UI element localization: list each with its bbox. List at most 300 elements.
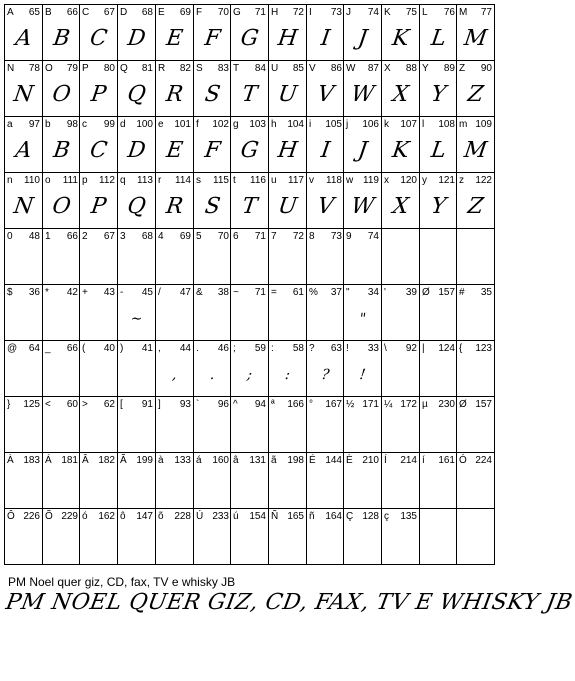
glyph-code: 40 [103, 343, 115, 354]
glyph-character: Í [384, 455, 387, 466]
glyph-character: 8 [309, 231, 315, 242]
glyph-preview [77, 413, 119, 449]
glyph-preview [40, 301, 82, 337]
glyph-preview [40, 413, 82, 449]
glyph-cell [79, 172, 117, 228]
glyph-code: 230 [438, 399, 455, 410]
glyph-cell [230, 284, 268, 340]
glyph-preview [2, 525, 44, 561]
glyph-cell [117, 116, 155, 172]
glyph-code: 71 [254, 287, 266, 298]
glyph-code: 74 [367, 7, 379, 18]
glyph-preview: W [349, 82, 376, 107]
glyph-code: 75 [405, 7, 417, 18]
glyph-code: 81 [141, 63, 153, 74]
glyph-cell [42, 228, 80, 284]
glyph-preview: O [50, 82, 73, 107]
glyph-cell [456, 60, 495, 116]
glyph-code: 103 [249, 119, 266, 130]
glyph-cell [4, 60, 42, 116]
glyph-cell [230, 228, 268, 284]
glyph-code: 48 [28, 231, 40, 242]
glyph-preview [379, 525, 421, 561]
glyph-label [120, 343, 153, 355]
glyph-code: 214 [400, 455, 417, 466]
glyph-label [120, 7, 153, 19]
glyph-label [158, 343, 191, 355]
glyph-preview [2, 245, 44, 281]
glyph-cell [306, 396, 344, 452]
glyph-code: 100 [136, 119, 153, 130]
glyph-preview [77, 469, 119, 505]
glyph-label [7, 119, 40, 131]
glyph-label [196, 175, 229, 187]
glyph-preview: K [390, 138, 411, 163]
glyph-label [7, 231, 40, 243]
glyph-code: 64 [28, 343, 40, 354]
glyph-code: 157 [438, 287, 455, 298]
glyph-preview [341, 525, 383, 561]
glyph-code: 226 [23, 511, 40, 522]
glyph-label [196, 343, 229, 355]
glyph-label [309, 511, 342, 523]
glyph-cell [419, 228, 457, 284]
glyph-label [422, 343, 455, 355]
glyph-label [309, 287, 342, 299]
glyph-label [82, 287, 115, 299]
glyph-label [158, 63, 191, 75]
glyph-label [7, 175, 40, 187]
glyph-preview: H [276, 138, 299, 163]
glyph-label [120, 455, 153, 467]
glyph-code: 135 [400, 511, 417, 522]
glyph-code: 66 [66, 7, 78, 18]
glyph-code: 35 [480, 287, 492, 298]
glyph-character: v [309, 175, 314, 186]
glyph-cell [381, 4, 419, 60]
glyph-label [233, 399, 266, 411]
glyph-preview [228, 301, 270, 337]
glyph-character: ; [233, 343, 236, 354]
glyph-code: 91 [141, 399, 153, 410]
glyph-label [45, 511, 78, 523]
glyph-preview: F [203, 138, 222, 163]
glyph-cell [42, 508, 80, 565]
glyph-code: 124 [438, 343, 455, 354]
glyph-character: Ñ [271, 511, 279, 522]
glyph-cell [193, 116, 231, 172]
glyph-label [384, 455, 417, 467]
glyph-preview [266, 525, 308, 561]
glyph-label [82, 511, 115, 523]
sample-rendered-text: PM NOEL QUER GIZ, CD, FAX, TV E WHISKY JB [3, 590, 575, 615]
glyph-preview: C [88, 138, 109, 163]
glyph-preview: T [240, 82, 259, 107]
glyph-cell [117, 508, 155, 565]
glyph-cell [268, 4, 306, 60]
glyph-preview: N [12, 194, 35, 219]
glyph-preview: D [125, 26, 148, 51]
glyph-preview: E [164, 138, 185, 163]
glyph-character: " [346, 287, 350, 298]
glyph-label [422, 231, 455, 243]
glyph-preview [191, 245, 233, 281]
glyph-character: . [196, 343, 199, 354]
glyph-label [271, 511, 304, 523]
glyph-code: 109 [475, 119, 492, 130]
glyph-cell [456, 172, 495, 228]
glyph-code: 118 [326, 175, 342, 186]
glyph-preview: : [284, 367, 291, 383]
glyph-code: 94 [254, 399, 266, 410]
glyph-preview [417, 413, 459, 449]
glyph-code: 82 [179, 63, 191, 74]
glyph-cell [268, 340, 306, 396]
glyph-code: 114 [175, 175, 191, 186]
glyph-preview [228, 413, 270, 449]
glyph-preview: V [315, 194, 336, 219]
glyph-cell [456, 228, 495, 284]
glyph-cell [155, 4, 193, 60]
glyph-cell [155, 340, 193, 396]
glyph-label [45, 455, 78, 467]
glyph-preview: Y [429, 194, 448, 219]
glyph-label [7, 343, 40, 355]
glyph-label [45, 231, 78, 243]
glyph-preview [77, 525, 119, 561]
glyph-cell [230, 4, 268, 60]
glyph-label [459, 175, 492, 187]
glyph-cell [4, 4, 42, 60]
glyph-character: : [271, 343, 274, 354]
glyph-character: ° [309, 399, 313, 410]
glyph-character: N [7, 63, 15, 74]
glyph-preview [153, 301, 195, 337]
glyph-cell [343, 116, 381, 172]
glyph-label [196, 231, 229, 243]
glyph-cell [381, 452, 419, 508]
glyph-preview [153, 469, 195, 505]
glyph-code: 147 [136, 511, 153, 522]
glyph-preview: O [50, 194, 73, 219]
glyph-preview: I [319, 138, 332, 163]
glyph-character: 2 [82, 231, 88, 242]
glyph-cell [230, 340, 268, 396]
glyph-label [7, 511, 40, 523]
glyph-code: 123 [475, 343, 492, 354]
glyph-preview: M [462, 26, 489, 51]
glyph-preview [454, 469, 496, 505]
glyph-code: 62 [103, 399, 115, 410]
glyph-cell [42, 116, 80, 172]
glyph-code: 45 [141, 287, 153, 298]
glyph-label [309, 175, 342, 187]
glyph-cell [117, 340, 155, 396]
glyph-code: 199 [136, 455, 153, 466]
glyph-label [233, 287, 266, 299]
glyph-cell [306, 508, 344, 565]
glyph-character: ó [82, 511, 88, 522]
glyph-preview: E [164, 26, 185, 51]
glyph-cell [343, 508, 381, 565]
glyph-code: 160 [212, 455, 229, 466]
glyph-preview [191, 413, 233, 449]
glyph-code: 74 [367, 231, 379, 242]
glyph-preview: , [171, 367, 178, 383]
glyph-cell [343, 396, 381, 452]
glyph-code: 108 [438, 119, 455, 130]
glyph-cell [42, 4, 80, 60]
glyph-code: 133 [174, 455, 191, 466]
glyph-preview [77, 357, 119, 393]
glyph-cell [4, 452, 42, 508]
glyph-label [384, 7, 417, 19]
glyph-character: Ç [346, 511, 354, 522]
glyph-label [459, 287, 492, 299]
glyph-code: 70 [217, 231, 229, 242]
glyph-preview: L [429, 26, 448, 51]
glyph-label [309, 399, 342, 411]
glyph-cell [381, 116, 419, 172]
glyph-preview [341, 413, 383, 449]
glyph-character: x [384, 175, 389, 186]
glyph-cell [230, 508, 268, 565]
glyph-character: O [45, 63, 53, 74]
glyph-preview: Q [125, 194, 148, 219]
glyph-preview [417, 245, 459, 281]
glyph-label [271, 63, 304, 75]
glyph-cell [193, 396, 231, 452]
glyph-label [346, 455, 379, 467]
glyph-character: ã [271, 455, 277, 466]
glyph-cell [306, 452, 344, 508]
glyph-cell [306, 340, 344, 396]
glyph-cell [4, 508, 42, 565]
glyph-cell [419, 508, 457, 565]
glyph-character: 6 [233, 231, 239, 242]
glyph-label [422, 455, 455, 467]
glyph-preview [304, 469, 346, 505]
glyph-character: 9 [346, 231, 352, 242]
glyph-cell [155, 508, 193, 565]
glyph-label [120, 287, 153, 299]
glyph-character: * [45, 287, 49, 298]
glyph-character: z [459, 175, 464, 186]
glyph-cell [193, 284, 231, 340]
glyph-character: $ [7, 287, 13, 298]
glyph-preview: J [356, 138, 369, 163]
glyph-preview: D [125, 138, 148, 163]
glyph-label [346, 7, 379, 19]
glyph-code: 88 [405, 63, 417, 74]
glyph-cell [155, 172, 193, 228]
glyph-preview: Q [125, 82, 148, 107]
glyph-cell [42, 452, 80, 508]
glyph-cell [306, 60, 344, 116]
glyph-preview: R [164, 82, 185, 107]
glyph-character: Ø [422, 287, 430, 298]
glyph-code: 125 [23, 399, 40, 410]
glyph-label [459, 231, 492, 243]
glyph-code: 166 [287, 399, 304, 410]
glyph-label [196, 7, 229, 19]
glyph-code: 117 [288, 175, 304, 186]
glyph-cell [4, 340, 42, 396]
glyph-code: 167 [325, 399, 342, 410]
glyph-preview: A [13, 26, 34, 51]
glyph-cell [193, 4, 231, 60]
glyph-preview: T [240, 194, 259, 219]
glyph-character: / [158, 287, 161, 298]
glyph-character: l [422, 119, 425, 130]
glyph-code: 182 [98, 455, 115, 466]
glyph-code: 72 [292, 7, 304, 18]
glyph-character: À [7, 455, 14, 466]
glyph-preview [417, 469, 459, 505]
glyph-code: 59 [254, 343, 266, 354]
glyph-cell [4, 396, 42, 452]
glyph-code: 101 [174, 119, 191, 130]
glyph-cell [343, 228, 381, 284]
glyph-cell [193, 452, 231, 508]
glyph-character: B [45, 7, 52, 18]
glyph-preview [191, 301, 233, 337]
glyph-code: 65 [28, 7, 40, 18]
glyph-preview [266, 413, 308, 449]
glyph-cell [343, 284, 381, 340]
glyph-character: C [82, 7, 90, 18]
glyph-label [271, 455, 304, 467]
glyph-cell [456, 452, 495, 508]
glyph-cell [306, 4, 344, 60]
glyph-label [233, 7, 266, 19]
glyph-code: 115 [213, 175, 229, 186]
glyph-code: 86 [330, 63, 342, 74]
glyph-code: 58 [292, 343, 304, 354]
glyph-code: 172 [400, 399, 417, 410]
glyph-cell [155, 228, 193, 284]
glyph-label [82, 399, 115, 411]
glyph-character: | [422, 343, 425, 354]
glyph-character: ~ [233, 287, 239, 298]
glyph-character: J [346, 7, 351, 18]
glyph-cell [230, 172, 268, 228]
glyph-label [45, 7, 78, 19]
glyph-code: 183 [23, 455, 40, 466]
glyph-character: o [45, 175, 51, 186]
glyph-label [158, 455, 191, 467]
glyph-code: 92 [405, 343, 417, 354]
glyph-cell [456, 396, 495, 452]
glyph-code: 224 [475, 455, 492, 466]
glyph-label [196, 119, 229, 131]
glyph-code: 34 [367, 287, 379, 298]
glyph-character: t [233, 175, 236, 186]
glyph-code: 46 [217, 343, 229, 354]
glyph-cell [456, 284, 495, 340]
glyph-character: g [233, 119, 239, 130]
glyph-code: 181 [61, 455, 78, 466]
glyph-character: i [309, 119, 312, 130]
glyph-preview [266, 301, 308, 337]
glyph-cell [306, 172, 344, 228]
glyph-label [422, 287, 455, 299]
glyph-label [233, 175, 266, 187]
glyph-cell [155, 284, 193, 340]
glyph-cell [419, 396, 457, 452]
glyph-code: 121 [438, 175, 455, 186]
glyph-cell [79, 508, 117, 565]
glyph-code: 47 [179, 287, 191, 298]
glyph-preview [153, 525, 195, 561]
glyph-character: ` [196, 399, 200, 410]
glyph-character: ¼ [384, 399, 393, 410]
glyph-character: G [233, 7, 241, 18]
glyph-code: 80 [103, 63, 115, 74]
glyph-cell [117, 228, 155, 284]
glyph-preview [77, 245, 119, 281]
glyph-code: 111 [62, 175, 78, 186]
glyph-label [233, 455, 266, 467]
glyph-character: d [120, 119, 126, 130]
glyph-label [45, 63, 78, 75]
glyph-preview [2, 413, 44, 449]
glyph-cell [268, 452, 306, 508]
glyph-cell [419, 60, 457, 116]
glyph-code: 66 [66, 343, 78, 354]
glyph-label [45, 399, 78, 411]
glyph-preview: W [349, 194, 376, 219]
glyph-character: X [384, 63, 391, 74]
glyph-character: H [271, 7, 279, 18]
glyph-cell [79, 60, 117, 116]
glyph-character: I [309, 7, 312, 18]
glyph-cell [456, 340, 495, 396]
glyph-label [309, 7, 342, 19]
glyph-cell [456, 508, 495, 565]
glyph-character: L [422, 7, 428, 18]
glyph-label [346, 175, 379, 187]
glyph-code: 99 [103, 119, 115, 130]
glyph-preview [341, 469, 383, 505]
glyph-label [7, 287, 40, 299]
glyph-preview [40, 245, 82, 281]
glyph-code: 38 [217, 287, 229, 298]
glyph-cell [268, 396, 306, 452]
glyph-code: 233 [212, 511, 229, 522]
glyph-code: 105 [325, 119, 342, 130]
glyph-label [120, 231, 153, 243]
glyph-preview: U [276, 82, 299, 107]
glyph-label [271, 287, 304, 299]
glyph-label [422, 63, 455, 75]
glyph-preview [417, 357, 459, 393]
glyph-preview [379, 357, 421, 393]
glyph-character: } [7, 399, 11, 410]
glyph-label [271, 231, 304, 243]
glyph-character: j [346, 119, 349, 130]
glyph-preview [454, 357, 496, 393]
glyph-code: 165 [287, 511, 304, 522]
glyph-character: [ [120, 399, 123, 410]
glyph-character: Q [120, 63, 128, 74]
glyph-cell [268, 60, 306, 116]
glyph-cell [419, 172, 457, 228]
glyph-cell [4, 172, 42, 228]
glyph-label [158, 119, 191, 131]
glyph-cell [419, 116, 457, 172]
glyph-code: 76 [443, 7, 455, 18]
